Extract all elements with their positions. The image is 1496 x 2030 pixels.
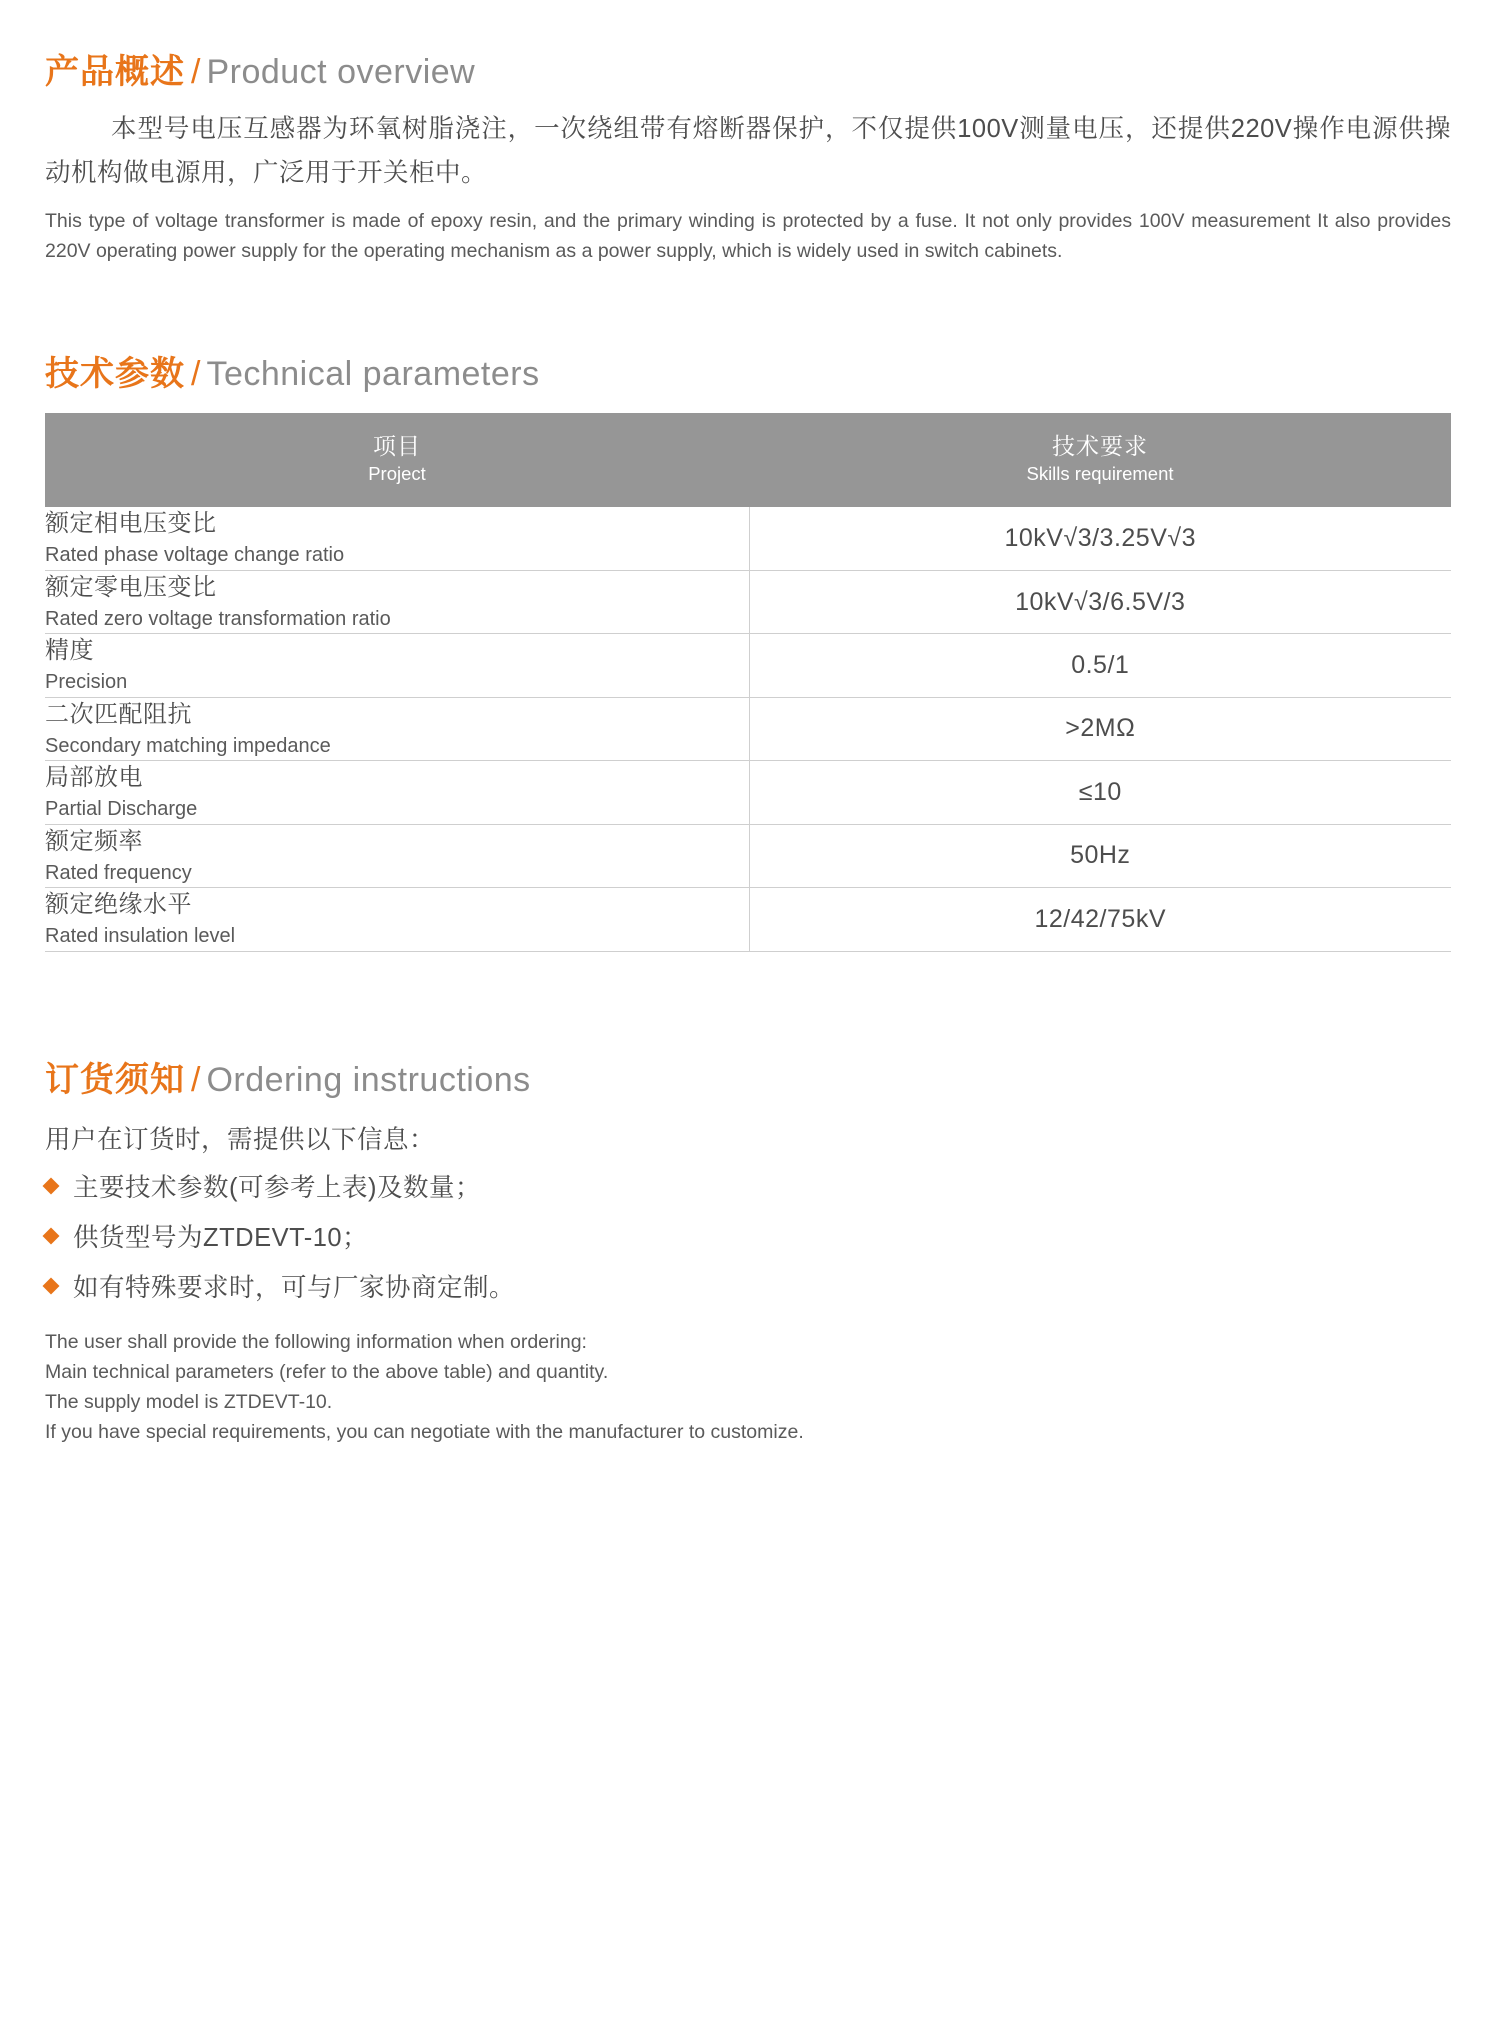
heading-separator: / bbox=[191, 1060, 201, 1099]
list-item-label: 供货型号为ZTDEVT-10； bbox=[73, 1224, 369, 1253]
row-value-cell: ≤10 bbox=[749, 761, 1451, 824]
row-value-cell: >2MΩ bbox=[749, 697, 1451, 760]
row-item-en: Rated insulation level bbox=[45, 925, 236, 948]
table-row bbox=[45, 888, 1451, 951]
row-item-cn: 额定绝缘水平 bbox=[45, 891, 192, 919]
table-row bbox=[45, 507, 1451, 570]
table-body bbox=[45, 507, 1451, 951]
ordering-en-line: The supply model is ZTDEVT-10. bbox=[45, 1391, 333, 1414]
ordering-instructions-heading bbox=[45, 1060, 1451, 1101]
row-value-cell: 50Hz bbox=[749, 824, 1451, 887]
technical-parameters-table bbox=[45, 413, 1451, 951]
list-item-label: 如有特殊要求时，可与厂家协商定制。 bbox=[73, 1273, 516, 1302]
ordering-list bbox=[45, 1164, 1451, 1313]
row-item-en: Rated phase voltage change ratio bbox=[45, 544, 345, 567]
column-header-project-en: Project bbox=[368, 463, 426, 485]
column-header-requirement-en: Skills requirement bbox=[1026, 463, 1174, 485]
table-row bbox=[45, 570, 1451, 633]
row-item-cell bbox=[45, 761, 749, 824]
column-header-requirement bbox=[749, 413, 1451, 507]
table-row bbox=[45, 697, 1451, 760]
heading-cn-text: 订货须知 bbox=[45, 1060, 185, 1099]
ordering-en-line: Main technical parameters (refer to the above table) and quantity. bbox=[45, 1360, 609, 1383]
table-row bbox=[45, 824, 1451, 887]
row-item-en: Partial Discharge bbox=[45, 798, 198, 821]
row-item-en: Rated zero voltage transformation ratio bbox=[45, 607, 391, 630]
ordering-en-line: If you have special requirements, you can negotiate with the manufacturer to customize. bbox=[45, 1421, 804, 1444]
list-item bbox=[45, 1164, 1451, 1214]
row-item-cn: 额定相电压变比 bbox=[45, 510, 217, 538]
heading-en-text: Product overview bbox=[206, 53, 476, 91]
diamond-bullet-icon bbox=[43, 1178, 60, 1195]
product-overview-heading bbox=[45, 52, 1451, 93]
row-item-cn: 局部放电 bbox=[45, 764, 143, 792]
list-item bbox=[45, 1214, 1451, 1264]
row-item-en: Secondary matching impedance bbox=[45, 734, 331, 757]
table-header bbox=[45, 413, 1451, 507]
ordering-instructions-section bbox=[45, 1060, 1451, 1447]
heading-separator: / bbox=[191, 355, 201, 394]
row-item-cell bbox=[45, 634, 749, 697]
row-value-cell: 10kV√3/6.5V/3 bbox=[749, 570, 1451, 633]
technical-parameters-heading bbox=[45, 354, 1451, 395]
row-item-cell bbox=[45, 888, 749, 951]
overview-paragraph-en: This type of voltage transformer is made of epoxy resin, and the primary winding is protected by a fuse. It not only provides 100V measurement It also provides 220V operating power supply for the operating mechanism as a power supply, which is widely used in switch cabinets. bbox=[45, 210, 1451, 263]
list-item bbox=[45, 1264, 1451, 1314]
row-value-cell: 0.5/1 bbox=[749, 634, 1451, 697]
product-overview-section bbox=[45, 52, 1451, 266]
heading-en-text: Ordering instructions bbox=[206, 1060, 531, 1099]
row-item-cn: 二次匹配阻抗 bbox=[45, 700, 192, 728]
row-item-cell bbox=[45, 507, 749, 570]
row-value-cell: 10kV√3/3.25V√3 bbox=[749, 507, 1451, 570]
column-header-project-cn: 项目 bbox=[373, 433, 421, 460]
row-item-en: Rated frequency bbox=[45, 861, 192, 884]
row-item-en: Precision bbox=[45, 671, 128, 694]
table-row bbox=[45, 634, 1451, 697]
technical-parameters-section bbox=[45, 354, 1451, 951]
diamond-bullet-icon bbox=[43, 1277, 60, 1294]
row-item-cn: 精度 bbox=[45, 637, 94, 665]
row-value-cell: 12/42/75kV bbox=[749, 888, 1451, 951]
table-row bbox=[45, 761, 1451, 824]
row-item-cn: 额定零电压变比 bbox=[45, 573, 217, 601]
heading-cn-text: 产品概述 bbox=[45, 53, 185, 91]
row-item-cell bbox=[45, 697, 749, 760]
column-header-requirement-cn: 技术要求 bbox=[1052, 433, 1148, 460]
ordering-lead-cn: 用户在订货时，需提供以下信息： bbox=[45, 1126, 436, 1155]
heading-separator: / bbox=[191, 53, 201, 91]
overview-paragraph-cn: 本型号电压互感器为环氧树脂浇注，一次绕组带有熔断器保护，不仅提供100V测量电压，还提供220V操作电源供操动机构做电源用，广泛用于开关柜中。 bbox=[45, 114, 1451, 188]
diamond-bullet-icon bbox=[43, 1228, 60, 1245]
ordering-en-line: The user shall provide the following information when ordering: bbox=[45, 1330, 587, 1353]
ordering-english-block bbox=[45, 1328, 1451, 1447]
column-header-project bbox=[45, 413, 749, 507]
heading-en-text: Technical parameters bbox=[206, 355, 540, 394]
row-item-cell bbox=[45, 824, 749, 887]
row-item-cell bbox=[45, 570, 749, 633]
table-header-row bbox=[45, 413, 1451, 507]
row-item-cn: 额定频率 bbox=[45, 827, 143, 855]
list-item-label: 主要技术参数(可参考上表)及数量； bbox=[73, 1174, 481, 1203]
heading-cn-text: 技术参数 bbox=[45, 355, 185, 394]
